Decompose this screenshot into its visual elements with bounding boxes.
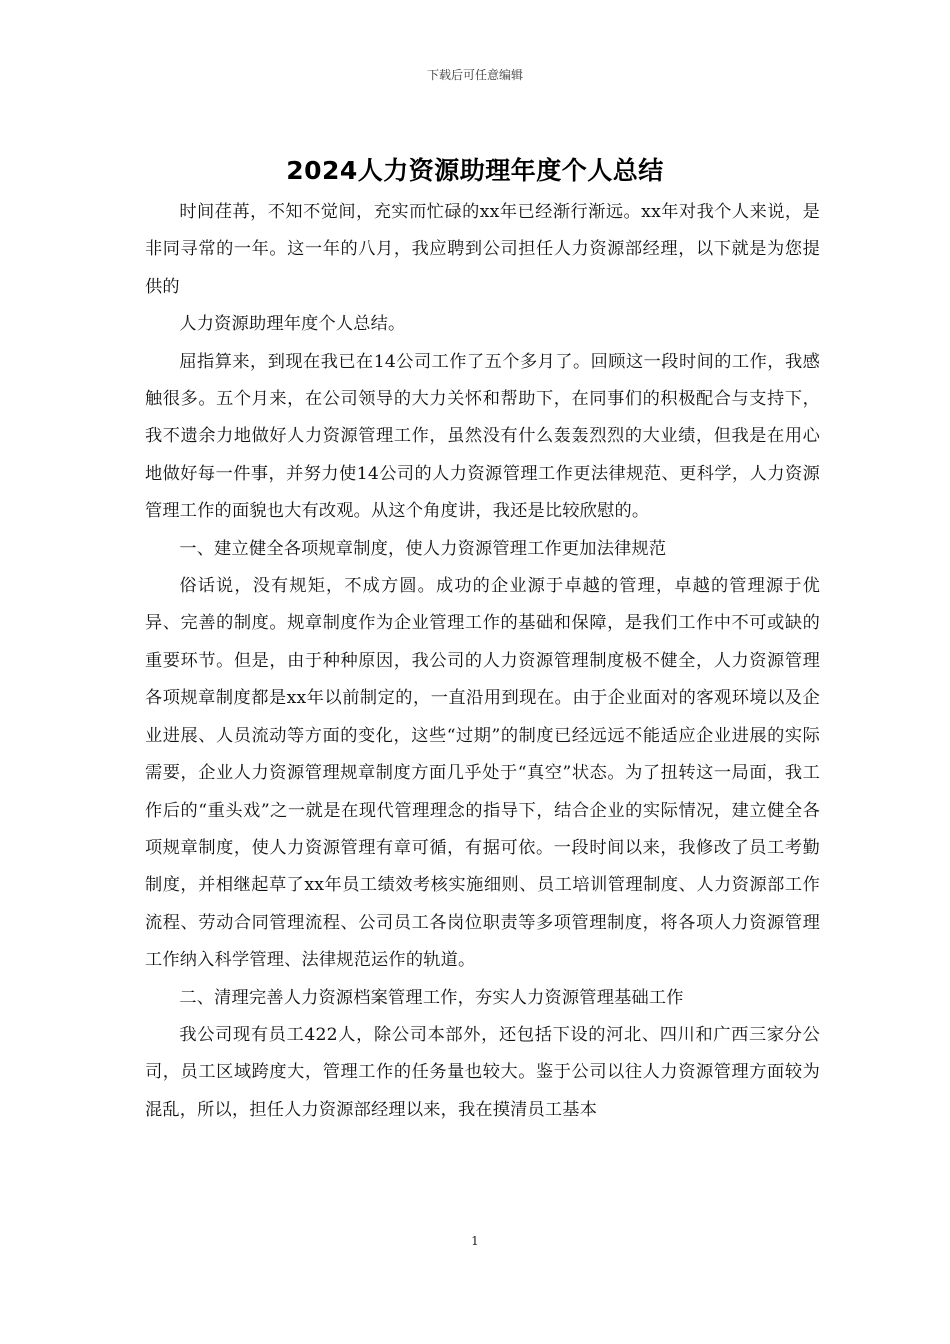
paragraph-subtitle: 人力资源助理年度个人总结。 [179,314,406,335]
page-number: 1 [471,1234,479,1248]
document-body [145,194,820,1129]
section-heading-2: 二、清理完善人力资源档案管理工作，夯实人力资源管理基础工作 [179,987,684,1008]
section-heading-1: 一、建立健全各项规章制度，使人力资源管理工作更加法律规范 [179,538,667,559]
paragraph-review: 屈指算来，到现在我已在14公司工作了五个多月了。回顾这一段时间的工作，我感触很多。五个月来，在公司领导的大力关怀和帮助下，在同事们的积极配合与支持下，我不遗余力地做好人力资源管理工作，虽然没有什么轰轰烈烈的大业绩，但我是在用心地做好每一件事，并努力使14公司的人力资源管理工作更法律规范、更科学，人力资源管理工作的面貌也大有改观。从这个角度讲，我还是比较欣慰的。 [145,351,820,522]
document-title: 2024人力资源助理年度个人总结 [286,156,664,185]
paragraph-section-1: 俗话说，没有规矩，不成方圆。成功的企业源于卓越的管理，卓越的管理源于优异、完善的制度。规章制度作为企业管理工作的基础和保障，是我们工作中不可或缺的重要环节。但是，由于种种原因，我公司的人力资源管理制度极不健全，人力资源管理各项规章制度都是xx年以前制定的，一直沿用到现在。由于企业面对的客观环境以及企业进展、人员流动等方面的变化，这些“过期”的制度已经远远不能适应企业进展的实际需要，企业人力资源管理规章制度方面几乎处于“真空”状态。为了扭转这一局面，我工作后的“重头戏”之一就是在现代管理理念的指导下，结合企业的实际情况，建立健全各项规章制度，使人力资源管理有章可循，有据可依。一段时间以来，我修改了员工考勤制度，并相继起草了xx年员工绩效考核实施细则、员工培训管理制度、人力资源部工作流程、劳动合同管理流程、公司员工各岗位职责等多项管理制度，将各项人力资源管理工作纳入科学管理、法律规范运作的轨道。 [145,576,820,971]
paragraph-intro: 时间荏苒，不知不觉间，充实而忙碌的xx年已经渐行渐远。xx年对我个人来说，是非同寻常的一年。这一年的八月，我应聘到公司担任人力资源部经理，以下就是为您提供的 [145,202,820,297]
header-note: 下载后可任意编辑 [426,68,523,82]
paragraph-section-2: 我公司现有员工422人，除公司本部外，还包括下设的河北、四川和广西三家分公司，员工区域跨度大，管理工作的任务量也较大。鉴于公司以往人力资源管理方面较为混乱，所以，担任人力资源部经理以来，我在摸清员工基本 [145,1024,820,1120]
